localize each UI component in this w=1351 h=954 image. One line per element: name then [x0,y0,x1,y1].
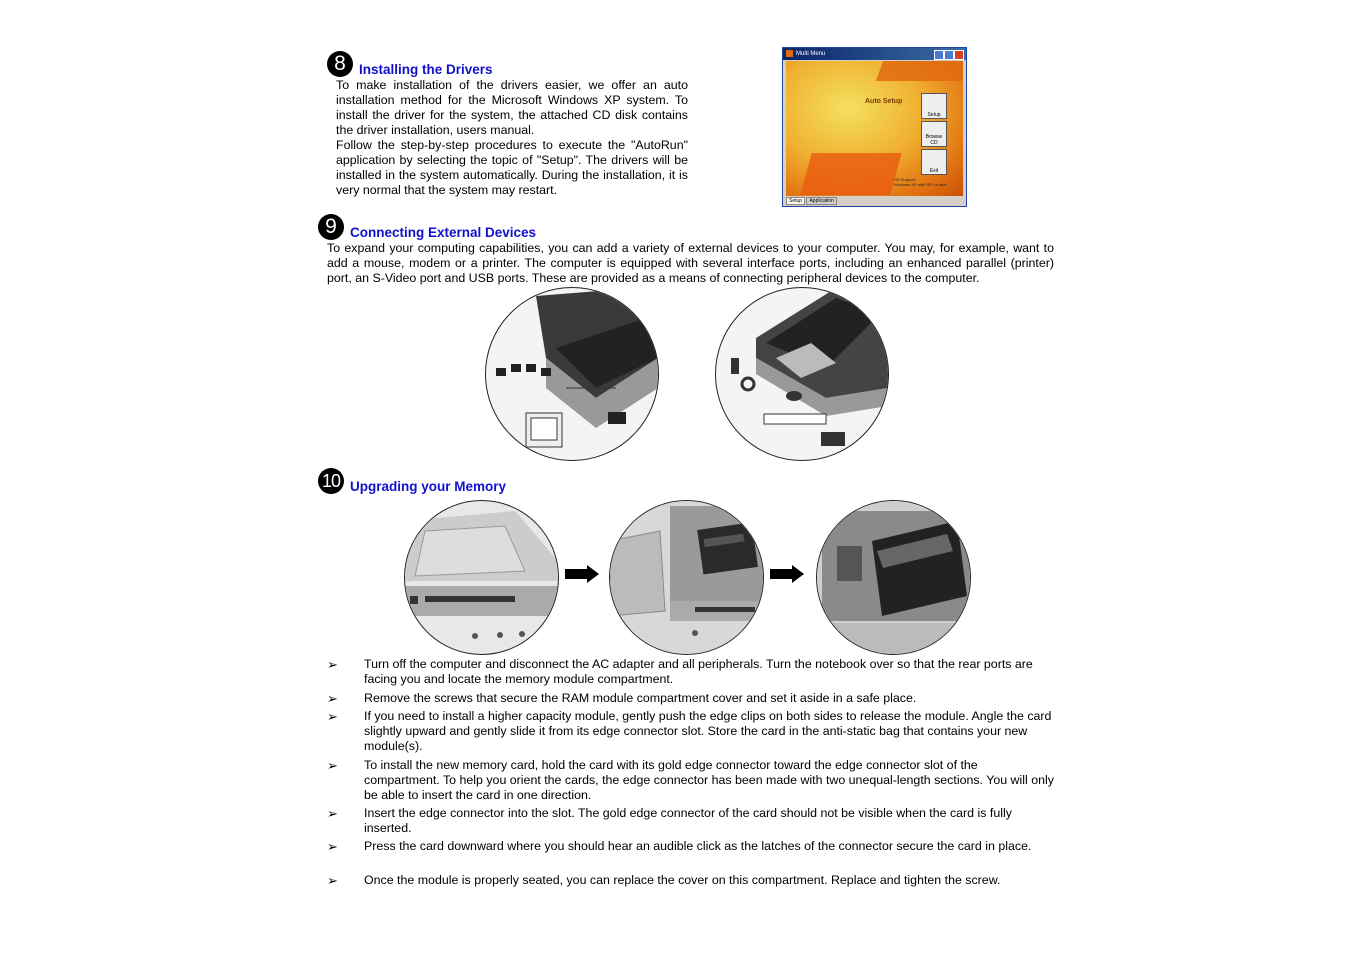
exit-button-label: Exit [929,168,939,174]
paragraph: Follow the step-by-step procedures to execute the "AutoRun" application by selecting the topic of "Setup". The drivers will be installed in the system automatically. During the installation, it is very normal that the system may restart. [336,138,688,197]
step-number-badge: 8 [327,51,353,77]
browse-cd-button-label: Browse CD [925,134,943,146]
arrow-right-icon [770,565,804,583]
menu-tab-bar [786,197,837,205]
menu-background [786,61,963,196]
installing-drivers-text [336,78,688,198]
step-text: To install the new memory card, hold the card with its gold edge connector toward the edge connector slot of the compartment. To help you orient the cards, the edge connector has been made with two unequal-length sections. You will only be able to insert the card in one direction. [364,758,1054,802]
laptop-ports-drawing [716,288,888,460]
step-text: Insert the edge connector into the slot. The gold edge connector of the card should not be visible when the card is fully inserted. [364,806,1012,835]
multi-menu-screenshot [782,47,967,207]
bullet-arrow-icon: ➢ [327,873,338,888]
setup-menu-button [921,93,947,119]
bullet-arrow-icon: ➢ [327,657,338,672]
cover-removal-drawing [405,501,558,654]
step-text: If you need to install a higher capacity module, gently push the edge clips on both sides to release the module. Angle the card slightly upward and gently slide it from its edge connector slot. Store the card in the anti-static bag that contains your new module(s). [364,709,1052,753]
laptop-left-ports-illustration [485,287,659,461]
app-icon [786,50,793,57]
step-text: Turn off the computer and disconnect the AC adapter and all peripherals. Turn the notebook over so that the rear ports are facing you and locate the memory module compartment. [364,657,1033,686]
decorative-stripe [800,153,901,195]
close-icon [954,50,964,60]
exit-menu-button [921,149,947,175]
auto-setup-label: Auto Setup [865,98,903,105]
step-text: Once the module is properly seated, you can replace the cover on this compartment. Replace and tighten the screw. [364,873,1001,887]
bullet-arrow-icon: ➢ [327,709,338,724]
paragraph: To make installation of the drivers easier, we offer an auto installation method for the Microsoft Windows XP system. To install the driver for the system, the attached CD disk contains the driver installation, users manual. [336,78,688,137]
window-title: Multi Menu [796,51,826,57]
compartment-drawing [610,501,763,654]
external-devices-text: To expand your computing capabilities, you can add a variety of external devices to your computer. You may, for example, want to add a mouse, modem or a printer. The computer is equipped with several interface ports, including an enhanced parallel (printer) port, an S-Video port and USB ports. These are provided as a means of connecting peripheral devices to the computer. [327,241,1054,285]
minimize-icon [934,50,944,60]
bullet-arrow-icon: ➢ [327,839,338,854]
bullet-arrow-icon: ➢ [327,758,338,773]
memory-step-remove-cover-illustration [404,500,559,655]
module-insert-drawing [817,501,970,654]
section-heading-upgrading-memory: Upgrading your Memory [350,479,507,494]
bullet-arrow-icon: ➢ [327,806,338,821]
memory-step-compartment-illustration [609,500,764,655]
decorative-stripe [876,61,963,81]
maximize-icon [944,50,954,60]
setup-button-label: Setup [927,112,941,118]
laptop-ports-drawing [486,288,658,460]
step-number-badge: 10 [318,468,344,494]
section-heading-installing-drivers: Installing the Drivers [359,62,493,77]
tab-setup: Setup [786,197,805,205]
os-support-detail: Windows XP with SP1 or later [894,182,948,187]
memory-step-insert-module-illustration [816,500,971,655]
os-support-label: OS Support: [894,177,917,182]
arrow-right-icon [565,565,599,583]
laptop-right-ports-illustration [715,287,889,461]
step-text: Press the card downward where you should hear an audible click as the latches of the connector secure the card in place. [364,839,1032,853]
step-text: Remove the screws that secure the RAM module compartment cover and set it aside in a safe place. [364,691,917,705]
step-number-badge: 9 [318,214,344,240]
browse-cd-menu-button [921,121,947,147]
bullet-arrow-icon: ➢ [327,691,338,706]
section-heading-external-devices: Connecting External Devices [350,225,537,240]
window-titlebar [783,48,966,60]
tab-application: Application [806,197,836,205]
